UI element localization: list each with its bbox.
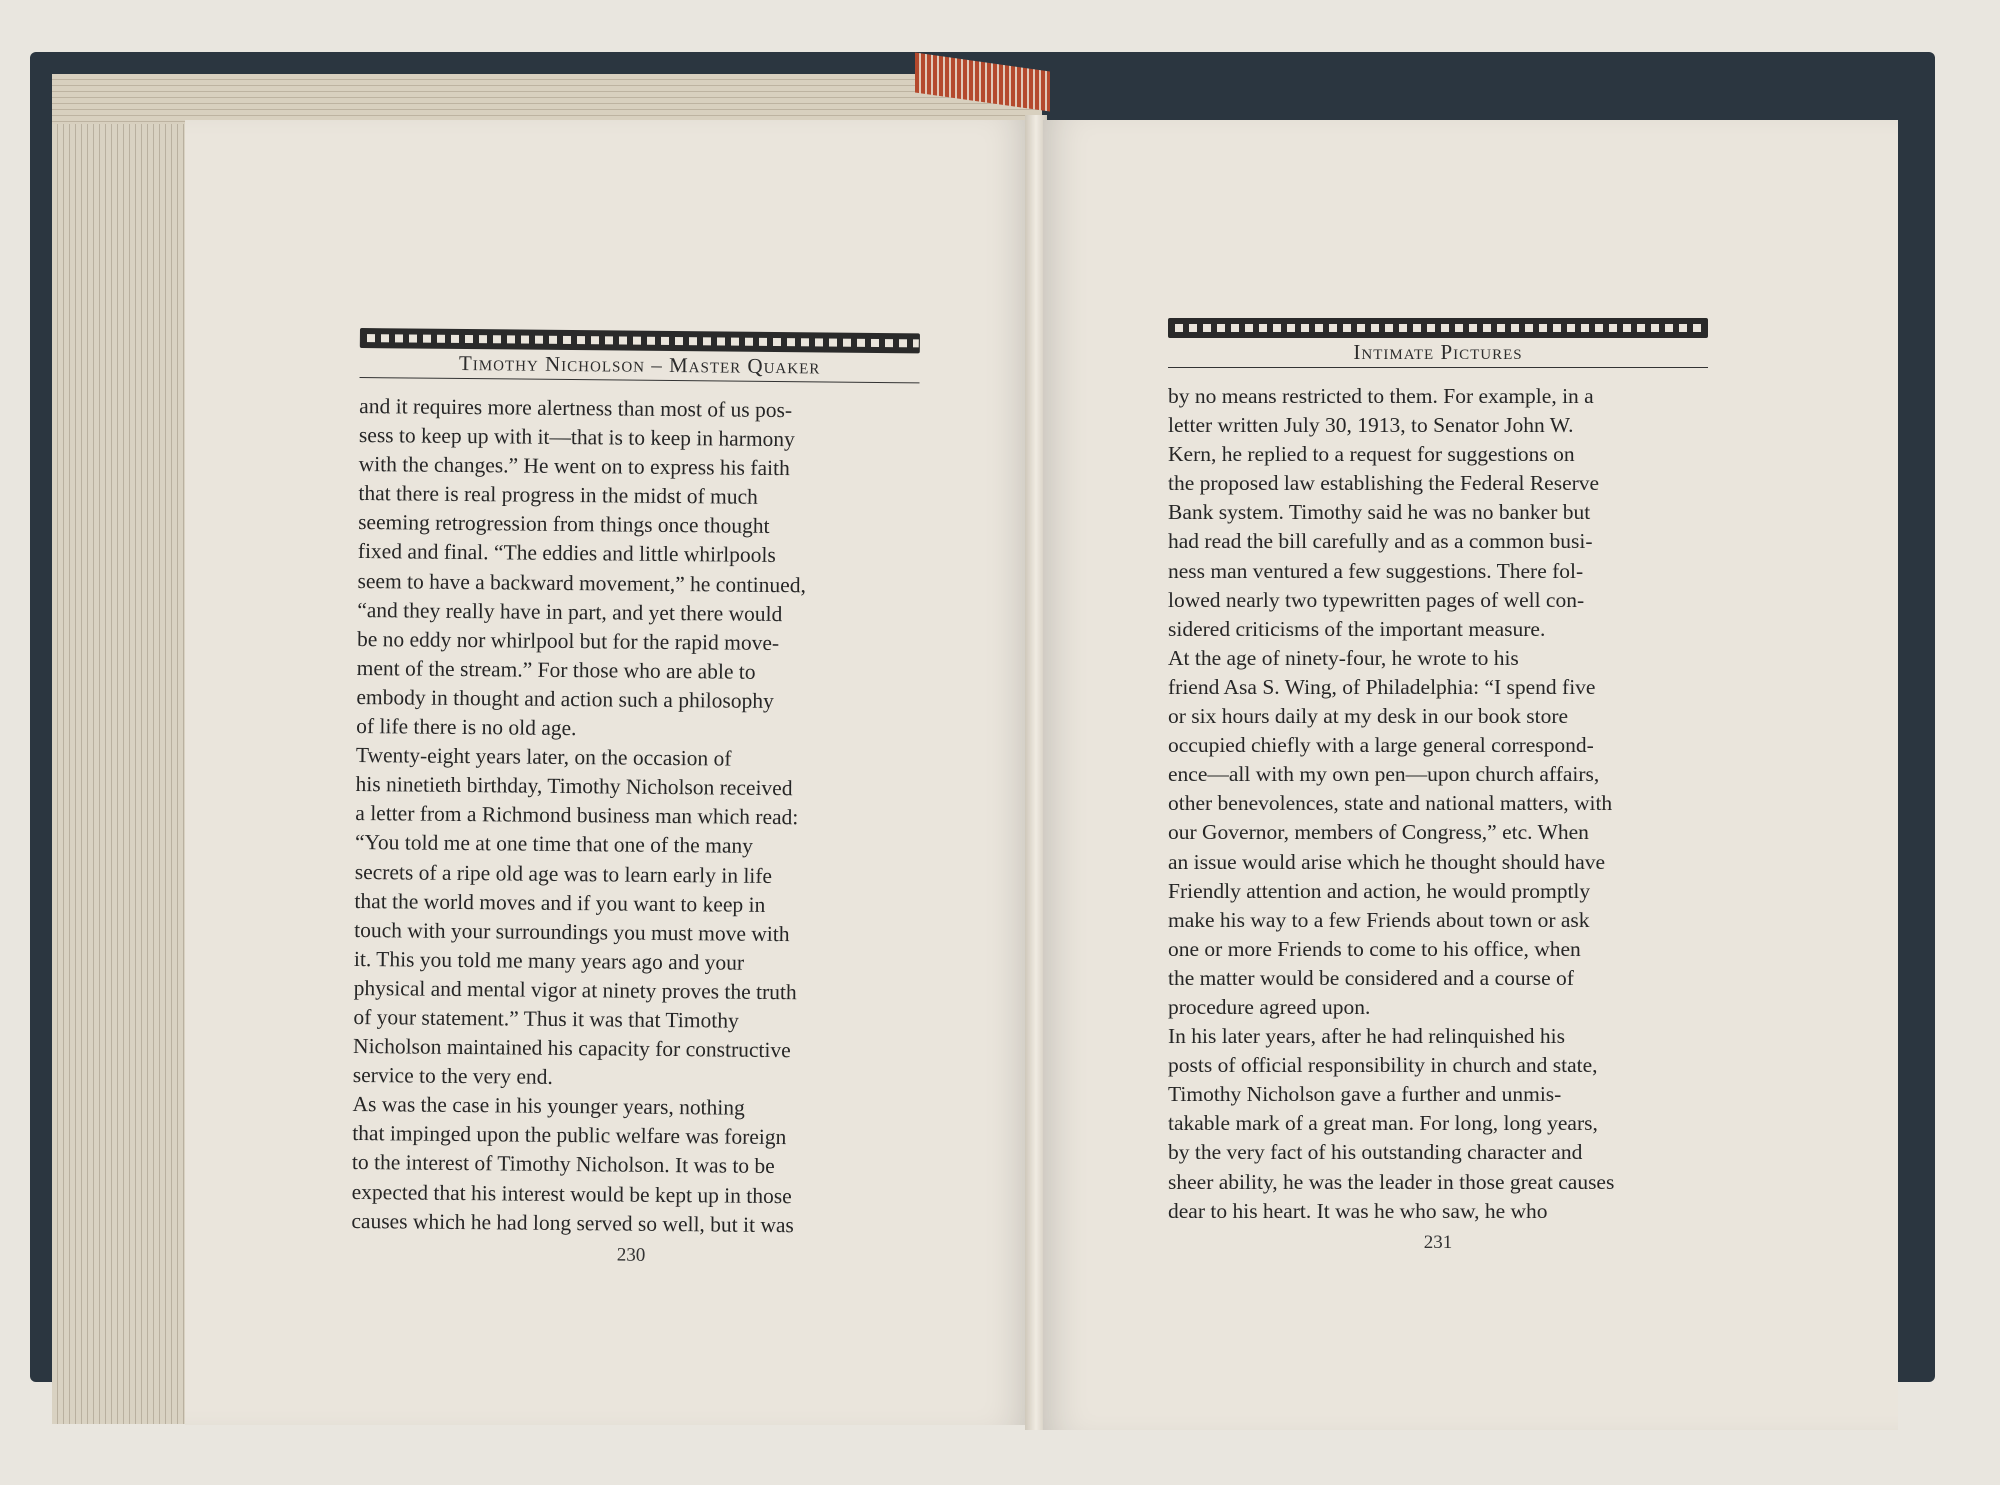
page-edges-top [52, 74, 1042, 124]
left-body-text: and it requires more alertness than most of us pos- sess to keep up with it—that is to keep in harmony with the changes.” He went on to express his faith that there is real progress in the midst of much seeming retrogression from things once thought fixed and final. “The eddies and little whirlpools seem to have a backward movement,” he continued, “and they really have in part, and yet there would be no eddy nor whirlpool but for the rapid move- ment of the stream.” For those who are able to embody in thought and action such a philosophy of life there is no old age. Twenty-eight years later, on the occasion of his ninetieth birthday, Timothy Nicholson received a letter from a Richmond business man which read: “You told me at one time that one of the many secrets of a ripe old age was to learn early in life that the world moves and if you want to keep in touch with your surroundings you must move with it. This you told me many years ago and your physical and mental vigor at ninety proves the truth of your statement.” Thus it was that Timothy Nicholson maintained his capacity for constructive service to the very end. As was the case in his younger years, nothing that impinged upon the public welfare was foreign to the interest of Timothy Nicholson. It was to be expected that his interest would be kept up in those causes which he had long served so well, but it was [351, 393, 807, 1237]
right-body-text: by no means restricted to them. For example, in a letter written July 30, 1913, to Senator John W. Kern, he replied to a request for suggestions on the proposed law establishing the Federal Reserve Bank system. Timothy said he was no banker but had read the bill carefully and as a common busi- ness man ventured a few suggestions. There fol- lowed nearly two typewritten pages of well con- sidered criticisms of the important measure. At the age of ninety-four, he wrote to his friend Asa S. Wing, of Philadelphia: “I spend five or six hours daily at my desk in our book store occupied chiefly with a large general correspond- ence—all with my own pen—upon church affairs, other benevolences, state and national matters, with our Governor, members of Congress,” etc. When an issue would arise which he thought should have Friendly attention and action, he would promptly make his way to a few Friends about town or ask one or more Friends to come to his office, when the matter would be considered and a course of procedure agreed upon. In his later years, after he had relinquished his posts of official responsibility in church and state, Timothy Nicholson gave a further and unmis- takable mark of a great man. For long, long years, by the very fact of his outstanding character and sheer ability, he was the leader in those great causes dear to his heart. It was he who saw, he who [1168, 384, 1615, 1223]
right-header-ornament [1168, 318, 1708, 338]
right-page-number: 231 [1423, 1231, 1453, 1253]
left-header-ornament [360, 328, 920, 353]
left-page-number: 230 [616, 1244, 646, 1266]
page-edges-side [52, 74, 202, 1424]
right-page-content [1168, 318, 1708, 1254]
right-running-head: Intimate Pictures [1168, 340, 1708, 368]
left-page-content [351, 328, 920, 1269]
left-running-head: Timothy Nicholson – Master Quaker [360, 350, 920, 383]
